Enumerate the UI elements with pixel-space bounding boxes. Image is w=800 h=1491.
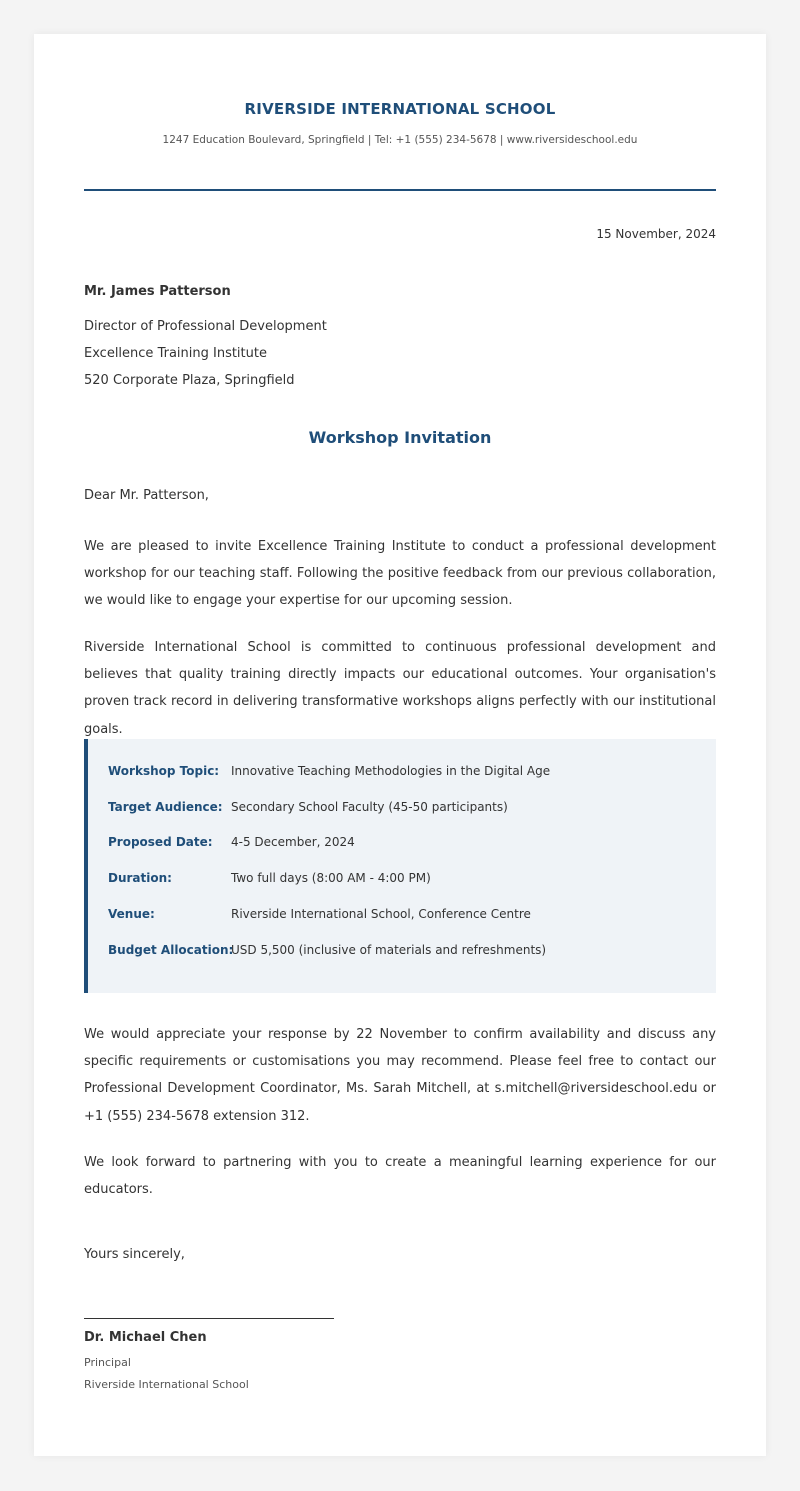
signer-title: Principal xyxy=(84,1356,131,1369)
header-divider xyxy=(84,189,716,191)
detail-row-topic xyxy=(108,761,706,781)
detail-value: Riverside International School, Conference Centre xyxy=(231,907,531,921)
detail-row-budget xyxy=(108,940,706,960)
body-paragraph: We look forward to partnering with you to create a meaningful learning experience for our educators. xyxy=(84,1155,716,1198)
detail-row-audience xyxy=(108,797,706,817)
body-paragraph: Riverside International School is committed to continuous professional development and believes that quality training directly impacts our educational outcomes. Your organisation's proven track record in delivering transformative workshops aligns perfectly with our institutional goals. xyxy=(84,640,716,737)
detail-row-date xyxy=(108,832,706,852)
detail-label: Venue: xyxy=(108,907,155,921)
detail-value: Innovative Teaching Methodologies in the Digital Age xyxy=(231,764,551,778)
workshop-details-box xyxy=(84,739,716,993)
salutation: Dear Mr. Patterson, xyxy=(84,488,209,503)
detail-label: Workshop Topic: xyxy=(108,764,220,778)
recipient-title: Director of Professional Development xyxy=(84,319,327,334)
detail-label: Target Audience: xyxy=(108,800,223,814)
recipient-address: 520 Corporate Plaza, Springfield xyxy=(84,373,295,388)
detail-row-venue xyxy=(108,904,706,924)
letter-body xyxy=(84,34,716,1456)
detail-value: Secondary School Faculty (45-50 participants) xyxy=(231,800,508,814)
signer-name: Dr. Michael Chen xyxy=(84,1330,207,1345)
school-contact-line: 1247 Education Boulevard, Springfield | Tel: +1 (555) 234-5678 | www.riversideschool.edu xyxy=(162,134,638,146)
body-paragraph: We are pleased to invite Excellence Training Institute to conduct a professional development workshop for our teaching staff. Following the positive feedback from our previous collaboration, we would like to engage your expertise for our upcoming session. xyxy=(84,539,716,609)
signer-organisation: Riverside International School xyxy=(84,1378,249,1391)
letter-date: 15 November, 2024 xyxy=(596,227,716,241)
signature-line xyxy=(84,1318,334,1319)
letter-page xyxy=(34,34,766,1456)
detail-label: Budget Allocation: xyxy=(108,943,234,957)
detail-value: USD 5,500 (inclusive of materials and refreshments) xyxy=(231,943,547,957)
detail-label: Duration: xyxy=(108,871,172,885)
recipient-organisation: Excellence Training Institute xyxy=(84,346,267,361)
recipient-block xyxy=(84,282,716,394)
detail-row-duration xyxy=(108,868,706,888)
recipient-name: Mr. James Patterson xyxy=(84,284,231,299)
detail-label: Proposed Date: xyxy=(108,835,213,849)
closing: Yours sincerely, xyxy=(84,1247,185,1262)
body-paragraph: We would appreciate your response by 22 November to confirm availability and discuss any specific requirements or customisations you may recommend. Please feel free to contact our Professional Development Coordinator, Ms. Sarah Mitchell, at s.mitchell@riversideschool.edu or +1 (555) 234-5678 extension 312. xyxy=(84,1027,716,1124)
detail-value: 4-5 December, 2024 xyxy=(231,835,355,849)
school-name: RIVERSIDE INTERNATIONAL SCHOOL xyxy=(244,100,556,118)
detail-value: Two full days (8:00 AM - 4:00 PM) xyxy=(231,871,431,885)
letter-subject: Workshop Invitation xyxy=(308,428,492,447)
